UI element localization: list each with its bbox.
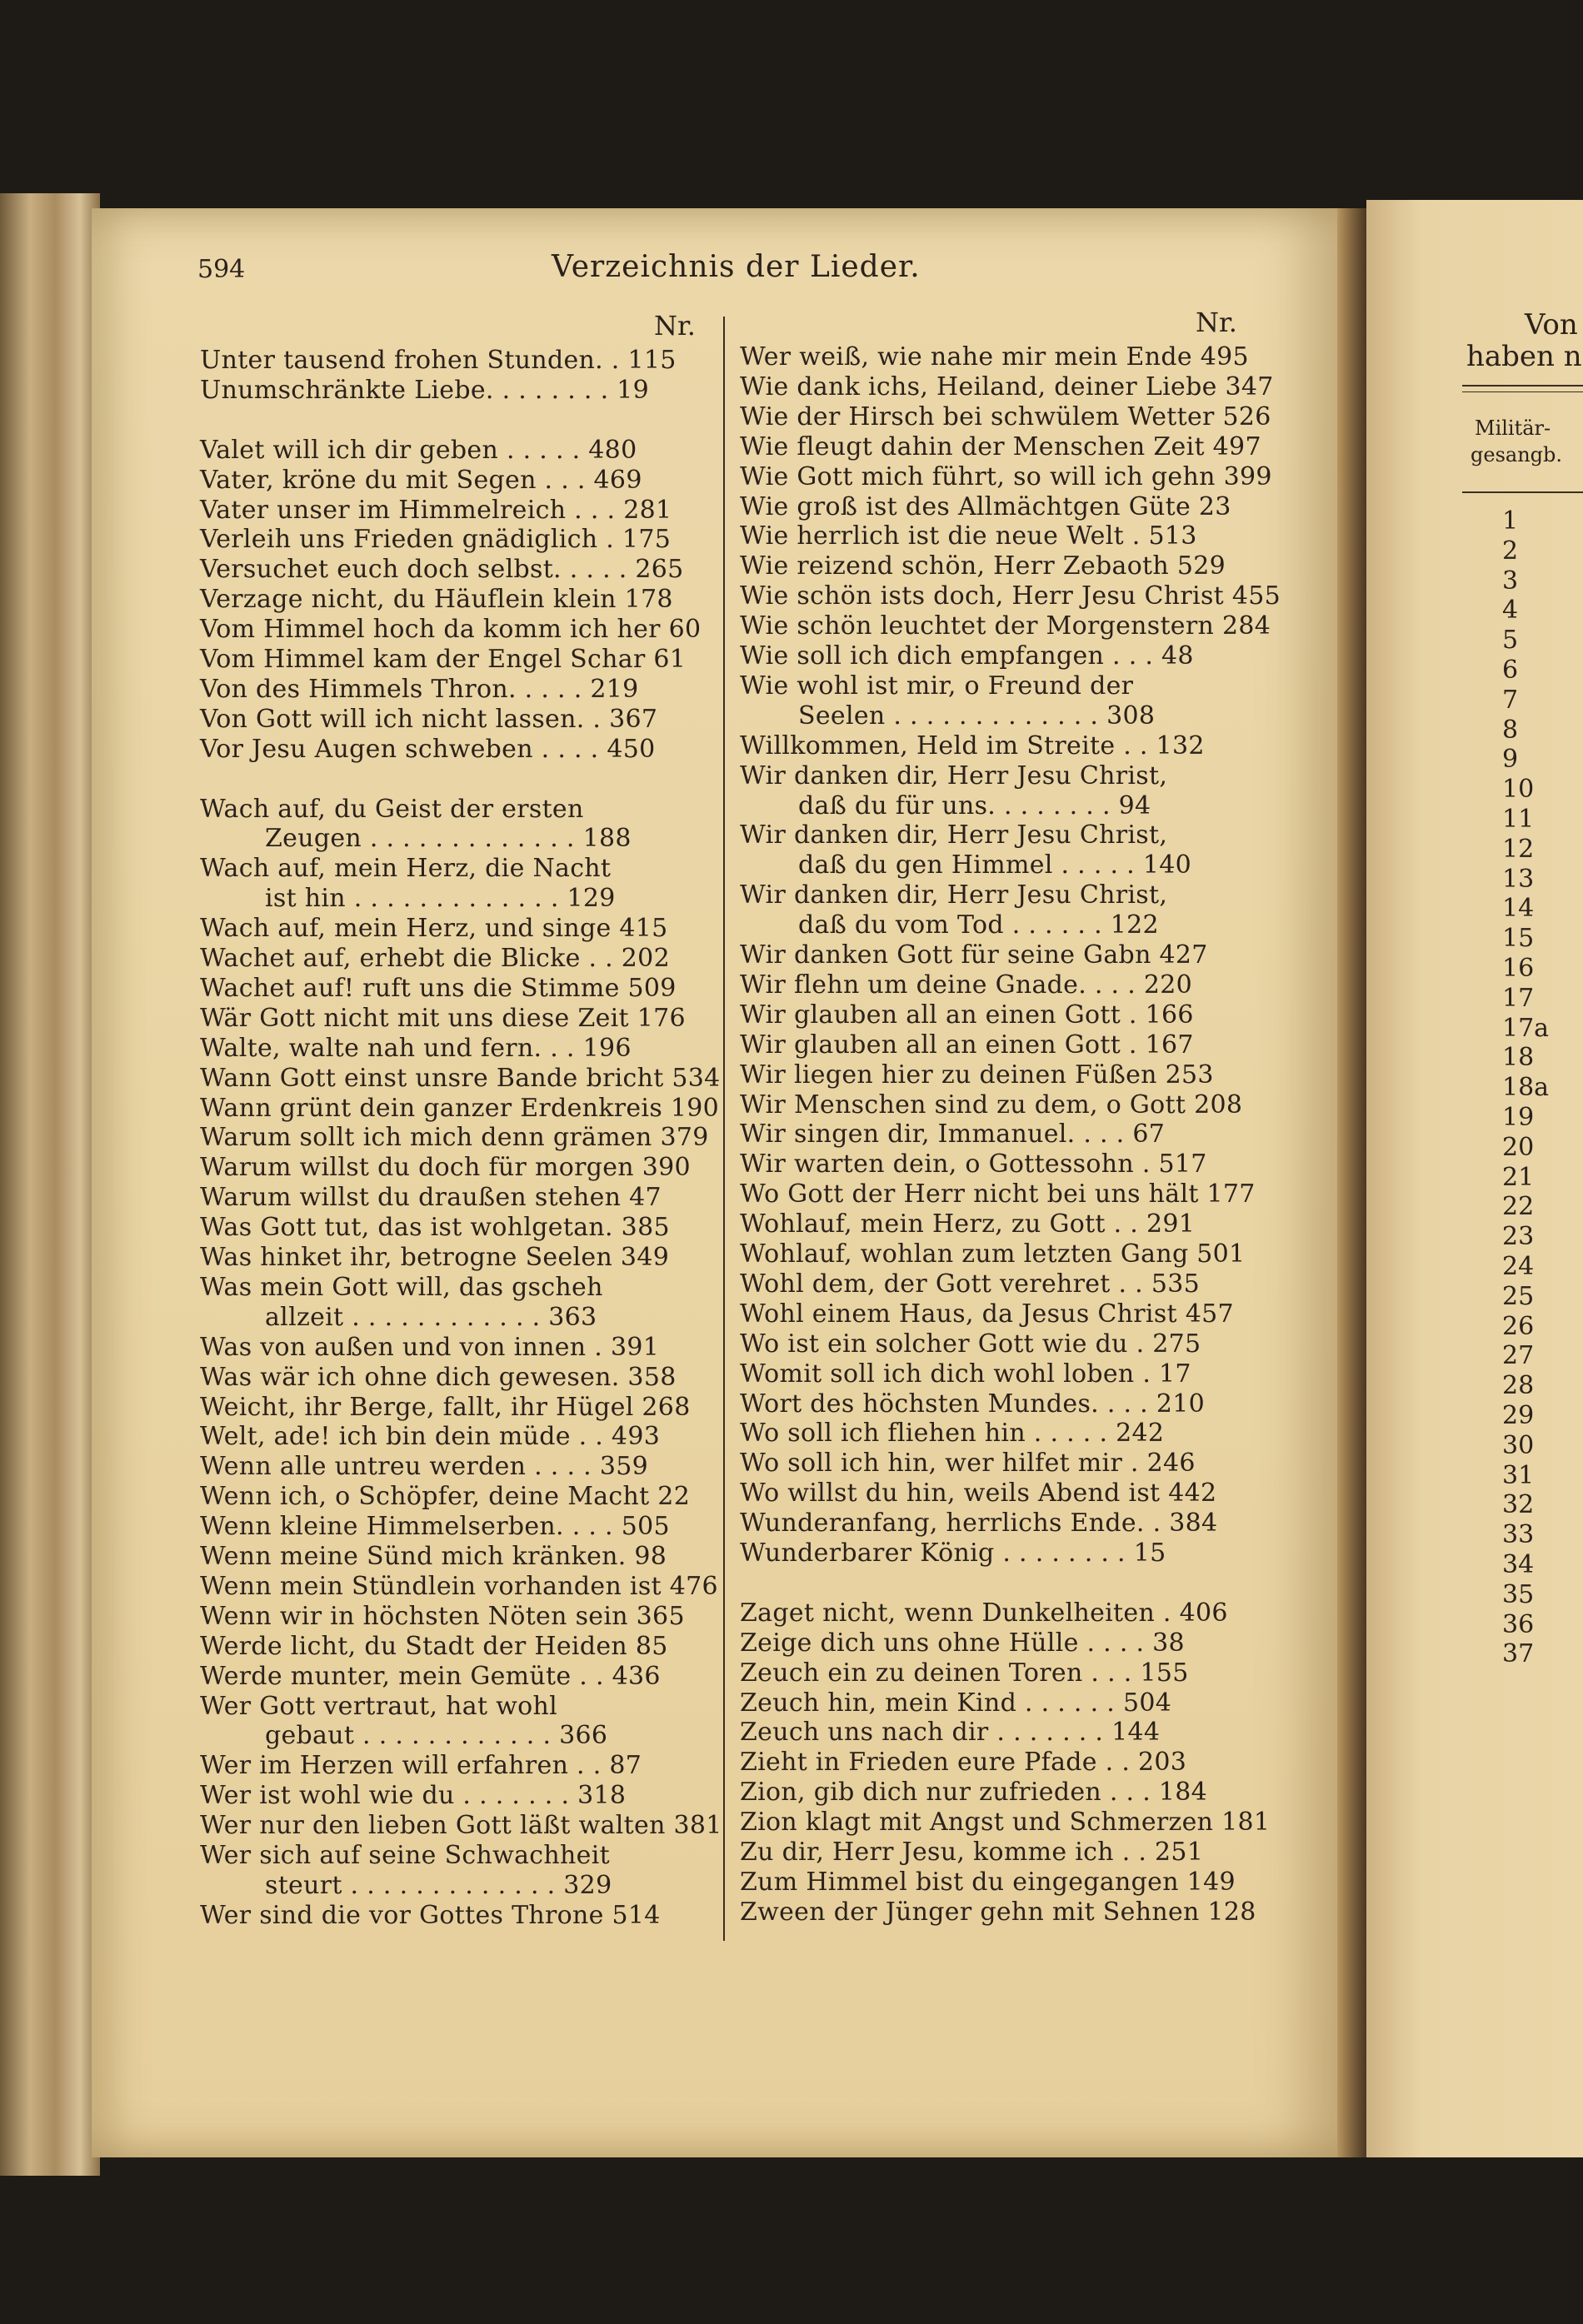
right-page-number: 32 [1502,1490,1535,1520]
index-entry: Wer sind die vor Gottes Throne 514 [200,1900,661,1930]
index-entry: steurt . . . . . . . . . . . . . 329 [265,1870,612,1900]
index-entry: Wenn meine Sünd mich kränken. 98 [200,1542,667,1571]
index-entry: Wir liegen hier zu deinen Füßen 253 [740,1060,1214,1090]
index-entry: Zu dir, Herr Jesu, komme ich . . 251 [740,1838,1204,1867]
index-entry: Wohl dem, der Gott verehret . . 535 [740,1269,1201,1299]
index-entry: Wir singen dir, Immanuel. . . . 67 [740,1120,1166,1150]
index-entry: Zeuch uns nach dir . . . . . . . 144 [740,1718,1161,1748]
index-entry: Wer Gott vertraut, hat wohl [200,1691,558,1721]
index-entry: Wachet auf, erhebt die Blicke . . 202 [200,944,670,973]
index-entry: Zeugen . . . . . . . . . . . . . 188 [265,824,632,854]
index-entry: Wie der Hirsch bei schwülem Wetter 526 [740,401,1271,431]
index-entry: Zum Himmel bist du eingegangen 149 [740,1867,1236,1897]
index-entry: Vom Himmel hoch da komm ich her 60 [200,615,702,645]
index-entry: Wenn kleine Himmelserben. . . . 505 [200,1512,670,1542]
index-entry: Wir danken Gott für seine Gabn 427 [740,940,1208,970]
right-page-header-1: Von [1525,308,1578,342]
right-page-number: 3 [1502,566,1519,596]
index-entry: Vor Jesu Augen schweben . . . . 450 [200,734,656,764]
right-page-number: 16 [1502,954,1535,983]
index-entry: Wer weiß, wie nahe mir mein Ende 495 [740,342,1249,372]
right-page-number: 37 [1502,1639,1535,1669]
index-entry: Wo Gott der Herr nicht bei uns hält 177 [740,1179,1256,1209]
index-entry: Wo soll ich hin, wer hilfet mir . 246 [740,1449,1196,1479]
right-page-number: 8 [1502,715,1519,745]
right-column-label: Nr. [1196,307,1237,338]
index-entry: Was mein Gott will, das gscheh [200,1272,603,1302]
index-entry: Wie schön ists doch, Herr Jesu Christ 455 [740,581,1281,611]
index-entry: Was von außen und von innen . 391 [200,1332,660,1362]
right-page-number: 19 [1502,1103,1535,1132]
index-entry: Zeige dich uns ohne Hülle . . . . 38 [740,1628,1185,1658]
index-entry: Wie soll ich dich empfangen . . . 48 [740,641,1194,671]
right-page-number: 29 [1502,1401,1535,1430]
index-entry: Warum sollt ich mich denn grämen 379 [200,1123,709,1153]
index-entry: Walte, walte nah und fern. . . 196 [200,1033,632,1063]
index-entry: Wo willst du hin, weils Abend ist 442 [740,1479,1217,1509]
right-page-number: 12 [1502,834,1535,864]
right-page-number: 23 [1502,1222,1535,1252]
index-entry: Zieht in Frieden eure Pfade . . 203 [740,1748,1187,1778]
index-entry: Wie herrlich ist die neue Welt . 513 [740,521,1197,551]
index-entry: Von des Himmels Thron. . . . . 219 [200,674,639,704]
index-entry: Wir flehn um deine Gnade. . . . 220 [740,970,1193,1000]
index-entry: Wenn mein Stündlein vorhanden ist 476 [200,1571,718,1601]
index-entry: Wo soll ich fliehen hin . . . . . 242 [740,1419,1165,1449]
index-entry: Wie dank ichs, Heiland, deiner Liebe 347 [740,372,1274,401]
right-page-rule-2 [1462,491,1583,493]
right-page-number: 28 [1502,1371,1535,1401]
index-entry: Zion, gib dich nur zufrieden . . . 184 [740,1778,1208,1808]
index-entry: Wir warten dein, o Gottessohn . 517 [740,1150,1207,1179]
index-entry: Zween der Jünger gehn mit Sehnen 128 [740,1897,1256,1927]
index-entry: Wie fleugt dahin der Menschen Zeit 497 [740,431,1261,461]
index-entry: Seelen . . . . . . . . . . . . . 308 [798,701,1156,731]
running-title: Verzeichnis der Lieder. [552,250,921,284]
right-page-number: 5 [1502,626,1519,656]
right-page-number: 10 [1502,775,1535,805]
index-entry: Wer nur den lieben Gott läßt walten 381 [200,1811,722,1841]
index-entry: Wohl einem Haus, da Jesus Christ 457 [740,1299,1234,1329]
index-entry: daß du gen Himmel . . . . . 140 [798,850,1191,880]
right-page-number: 24 [1502,1252,1535,1281]
index-entry: Unter tausend frohen Stunden. . 115 [200,346,677,375]
index-entry: Von Gott will ich nicht lassen. . 367 [200,704,658,734]
page-edges [0,193,100,2176]
index-entry: Wohlauf, wohlan zum letzten Gang 501 [740,1239,1246,1269]
right-page-number: 18 [1502,1043,1535,1073]
right-page-number: 22 [1502,1192,1535,1222]
right-page-subheader-1: Militär- [1475,416,1551,440]
right-page-number: 27 [1502,1341,1535,1371]
index-entry: Werde licht, du Stadt der Heiden 85 [200,1631,668,1661]
left-column-label: Nr. [654,310,696,342]
index-entry: Vom Himmel kam der Engel Schar 61 [200,645,687,674]
index-entry: Wach auf, mein Herz, die Nacht [200,854,612,884]
right-page-header-2: haben n [1466,340,1582,373]
book-gutter [1337,208,1371,2157]
index-entry: Wo ist ein solcher Gott wie du . 275 [740,1329,1201,1359]
index-entry: Wach auf, mein Herz, und singe 415 [200,914,668,944]
right-page-number: 34 [1502,1550,1535,1579]
right-page-number: 17 [1502,983,1535,1013]
index-entry: Unumschränkte Liebe. . . . . . . . 19 [200,375,650,405]
right-page-rule-1 [1462,385,1583,387]
index-entry: Valet will ich dir geben . . . . . 480 [200,435,637,465]
index-entry: Wir glauben all an einen Gott . 167 [740,1030,1194,1060]
right-page-number: 13 [1502,864,1535,894]
index-entry: Vater unser im Himmelreich . . . 281 [200,495,672,525]
index-entry: Wir danken dir, Herr Jesu Christ, [740,820,1168,850]
index-entry: daß du für uns. . . . . . . . 94 [798,790,1151,820]
index-entry: Werde munter, mein Gemüte . . 436 [200,1661,661,1691]
index-entry: Versuchet euch doch selbst. . . . . 265 [200,555,684,585]
index-entry: gebaut . . . . . . . . . . . . 366 [265,1721,608,1751]
index-entry: Verzage nicht, du Häuflein klein 178 [200,585,673,615]
right-page-number: 7 [1502,685,1519,715]
index-entry: Wir danken dir, Herr Jesu Christ, [740,880,1168,910]
right-page-number: 20 [1502,1132,1535,1162]
index-entry: Wie Gott mich führt, so will ich gehn 399 [740,461,1272,491]
index-entry: daß du vom Tod . . . . . . 122 [798,910,1159,940]
index-entry: Wie wohl ist mir, o Freund der [740,671,1134,701]
right-page-number: 15 [1502,924,1535,954]
index-entry: Wie groß ist des Allmächtgen Güte 23 [740,491,1231,521]
index-entry: Weicht, ihr Berge, fallt, ihr Hügel 268 [200,1392,691,1422]
index-entry: Wie reizend schön, Herr Zebaoth 529 [740,551,1226,581]
right-page-number: 4 [1502,596,1519,626]
right-page-number: 9 [1502,745,1519,775]
right-page-number: 33 [1502,1520,1535,1550]
index-entry: Wir danken dir, Herr Jesu Christ, [740,761,1168,790]
right-page-number: 31 [1502,1460,1535,1490]
index-entry: Willkommen, Held im Streite . . 132 [740,731,1205,761]
right-page-number: 21 [1502,1162,1535,1192]
index-entry: Zeuch hin, mein Kind . . . . . . 504 [740,1688,1172,1718]
right-page-number: 6 [1502,656,1519,685]
right-page-number: 11 [1502,805,1535,834]
index-entry: Wär Gott nicht mit uns diese Zeit 176 [200,1003,686,1033]
index-entry: Zeuch ein zu deinen Toren . . . 155 [740,1658,1189,1688]
index-entry: Wann grünt dein ganzer Erdenkreis 190 [200,1093,720,1123]
right-page-number: 35 [1502,1579,1535,1609]
index-entry: Zaget nicht, wenn Dunkelheiten . 406 [740,1598,1228,1628]
index-entry: Wir glauben all an einen Gott . 166 [740,1000,1194,1030]
index-entry: Wir Menschen sind zu dem, o Gott 208 [740,1090,1243,1120]
right-page-number: 26 [1502,1311,1535,1341]
index-entry: allzeit . . . . . . . . . . . . 363 [265,1302,597,1332]
right-page-rule-1b [1462,391,1583,392]
right-page-number: 1 [1502,506,1519,536]
index-entry: Warum willst du draußen stehen 47 [200,1183,662,1213]
index-entry: Wie schön leuchtet der Morgenstern 284 [740,611,1271,641]
right-page [1366,200,1583,2157]
index-entry: Was wär ich ohne dich gewesen. 358 [200,1362,677,1392]
index-entry: Womit soll ich dich wohl loben . 17 [740,1359,1191,1389]
column-divider [723,317,725,1941]
right-page-number: 30 [1502,1430,1535,1460]
index-entry: Wohlauf, mein Herz, zu Gott . . 291 [740,1209,1196,1239]
index-entry: Wenn alle untreu werden . . . . 359 [200,1452,648,1482]
index-entry: Wort des höchsten Mundes. . . . 210 [740,1389,1206,1419]
right-page-number: 17a [1502,1013,1550,1043]
index-entry: Wach auf, du Geist der ersten [200,794,584,824]
right-page-subheader-2: gesangb. [1471,443,1563,466]
right-page-number: 2 [1502,536,1519,566]
index-entry: Wann Gott einst unsre Bande bricht 534 [200,1063,721,1093]
right-page-number: 18a [1502,1073,1550,1103]
index-entry: Wenn ich, o Schöpfer, deine Macht 22 [200,1482,691,1512]
index-entry: Wunderanfang, herrlichs Ende. . 384 [740,1509,1218,1539]
page-number: 594 [197,255,246,284]
index-entry: Verleih uns Frieden gnädiglich . 175 [200,525,672,555]
index-entry: Was hinket ihr, betrogne Seelen 349 [200,1243,670,1272]
index-entry: Wachet auf! ruft uns die Stimme 509 [200,973,677,1003]
right-page-number: 36 [1502,1609,1535,1639]
index-entry: Wunderbarer König . . . . . . . . 15 [740,1539,1166,1568]
right-page-number: 25 [1502,1281,1535,1311]
index-entry: Was Gott tut, das ist wohlgetan. 385 [200,1213,670,1243]
index-entry: Welt, ade! ich bin dein müde . . 493 [200,1422,661,1452]
index-entry: Wer im Herzen will erfahren . . 87 [200,1751,642,1781]
index-entry: Wenn wir in höchsten Nöten sein 365 [200,1601,685,1631]
index-entry: Wer sich auf seine Schwachheit [200,1841,610,1870]
index-entry: ist hin . . . . . . . . . . . . . 129 [265,884,616,914]
index-entry: Wer ist wohl wie du . . . . . . . 318 [200,1781,627,1811]
index-entry: Warum willst du doch für morgen 390 [200,1153,691,1183]
right-page-number: 14 [1502,894,1535,924]
index-entry: Zion klagt mit Angst und Schmerzen 181 [740,1808,1271,1838]
index-entry: Vater, kröne du mit Segen . . . 469 [200,465,642,495]
